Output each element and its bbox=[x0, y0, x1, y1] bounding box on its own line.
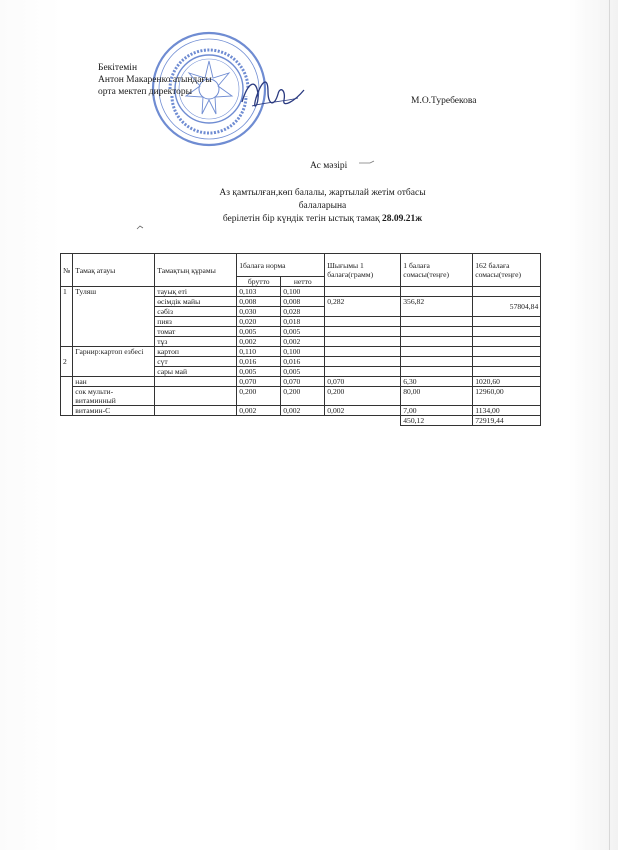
ingredient-name: сүт bbox=[155, 357, 237, 367]
ingredient-name: пияз bbox=[155, 317, 237, 327]
header-cost-one: 1 балаға сомасы(теңге) bbox=[401, 254, 473, 287]
table-row bbox=[61, 387, 541, 406]
brutto-value: 0,002 bbox=[237, 337, 281, 347]
header-netto: нетто bbox=[281, 277, 325, 287]
yield-value: 0,070 bbox=[325, 377, 401, 387]
empty-cell bbox=[473, 347, 541, 357]
empty-cell bbox=[473, 317, 541, 327]
header-cost-all: 162 балаға сомасы(теңге) bbox=[473, 254, 541, 287]
table-header-row bbox=[61, 254, 541, 277]
empty-cell bbox=[155, 387, 237, 406]
netto-value: 0,018 bbox=[281, 317, 325, 327]
brutto-value: 0,110 bbox=[237, 347, 281, 357]
pen-mark bbox=[358, 160, 376, 166]
empty-cell bbox=[473, 367, 541, 377]
empty-cell bbox=[401, 347, 473, 357]
brutto-value: 0,200 bbox=[237, 387, 281, 406]
brutto-value: 0,005 bbox=[237, 327, 281, 337]
brutto-value: 0,016 bbox=[237, 357, 281, 367]
header-yield: Шығымы 1 балаға(грамм) bbox=[325, 254, 401, 287]
table-row bbox=[61, 377, 541, 387]
cost-all-value: 12960,00 bbox=[473, 387, 541, 406]
page-title: Ас мәзірі bbox=[310, 161, 348, 171]
extra-item-name: витамин-С bbox=[73, 406, 155, 416]
empty-cell bbox=[325, 337, 401, 347]
ingredient-name: сары май bbox=[155, 367, 237, 377]
netto-value: 0,016 bbox=[281, 357, 325, 367]
header-no: № bbox=[61, 254, 73, 287]
dish-cost-one: 356,82 bbox=[401, 297, 473, 317]
netto-value: 0,005 bbox=[281, 327, 325, 337]
dish-number: 2 bbox=[61, 347, 73, 377]
director-signature bbox=[238, 72, 308, 118]
subtitle-text: берілетін бір күндік тегін ыстық тамақ bbox=[222, 214, 383, 224]
empty-cell bbox=[61, 377, 73, 416]
menu-table bbox=[60, 253, 541, 426]
empty-cell bbox=[155, 406, 237, 416]
netto-value: 0,100 bbox=[281, 287, 325, 297]
header-dish: Тамақ атауы bbox=[73, 254, 155, 287]
total-cost-all: 72919,44 bbox=[473, 416, 541, 426]
header-norm: 1балаға норма bbox=[237, 254, 325, 277]
approval-block bbox=[98, 62, 212, 98]
netto-value: 0,005 bbox=[281, 367, 325, 377]
empty-cell bbox=[473, 337, 541, 347]
netto-value: 0,008 bbox=[281, 297, 325, 307]
yield-value: 0,200 bbox=[325, 387, 401, 406]
empty-cell bbox=[473, 327, 541, 337]
brutto-value: 0,070 bbox=[237, 377, 281, 387]
approval-line: орта мектеп директоры bbox=[98, 87, 193, 97]
cost-one-value: 80,00 bbox=[401, 387, 473, 406]
empty-cell bbox=[61, 416, 401, 426]
extra-item-name: сок мульти-витаминный bbox=[73, 387, 155, 406]
empty-cell bbox=[401, 357, 473, 367]
totals-row bbox=[61, 416, 541, 426]
empty-cell bbox=[401, 317, 473, 327]
yield-value: 0,002 bbox=[325, 406, 401, 416]
ingredient-name: тұз bbox=[155, 337, 237, 347]
director-name: М.О.Туребекова bbox=[411, 96, 477, 106]
cost-all-value: 1020,60 bbox=[473, 377, 541, 387]
subtitle-line-2 bbox=[195, 213, 450, 226]
approval-line: Бекітемін bbox=[98, 63, 138, 73]
ingredient-name: томат bbox=[155, 327, 237, 337]
dish-yield: 0,282 bbox=[325, 297, 401, 317]
menu-date: 28.09.21ж bbox=[382, 214, 423, 224]
empty-cell bbox=[401, 327, 473, 337]
empty-cell bbox=[325, 317, 401, 327]
empty-cell bbox=[473, 357, 541, 367]
approval-line: Антон Макаренко атындағы bbox=[98, 75, 212, 85]
empty-cell bbox=[325, 367, 401, 377]
ingredient-name: сәбіз bbox=[155, 307, 237, 317]
table-row bbox=[61, 406, 541, 416]
cost-all-value: 1134,00 bbox=[473, 406, 541, 416]
ingredient-name: өсімдік майы bbox=[155, 297, 237, 307]
table-row bbox=[61, 287, 541, 297]
empty-cell bbox=[325, 327, 401, 337]
brutto-value: 0,008 bbox=[237, 297, 281, 307]
total-cost-one: 450,12 bbox=[401, 416, 473, 426]
dish-number: 1 bbox=[61, 287, 73, 347]
empty-cell bbox=[155, 377, 237, 387]
brutto-value: 0,002 bbox=[237, 406, 281, 416]
ingredient-name: тауық еті bbox=[155, 287, 237, 297]
header-composition: Тамақтың құрамы bbox=[155, 254, 237, 287]
empty-cell bbox=[401, 287, 473, 297]
cost-one-value: 7,00 bbox=[401, 406, 473, 416]
extra-item-name: нан bbox=[73, 377, 155, 387]
header-brutto: брутто bbox=[237, 277, 281, 287]
empty-cell bbox=[473, 287, 541, 297]
empty-cell bbox=[401, 367, 473, 377]
netto-value: 0,002 bbox=[281, 406, 325, 416]
subtitle-line: Аз қамтылған,көп балалы, жартылай жетім отбасы балаларына bbox=[219, 188, 426, 211]
brutto-value: 0,020 bbox=[237, 317, 281, 327]
empty-cell bbox=[325, 287, 401, 297]
brutto-value: 0,103 bbox=[237, 287, 281, 297]
netto-value: 0,028 bbox=[281, 307, 325, 317]
table-row bbox=[61, 347, 541, 357]
dish-name: Туляш bbox=[73, 287, 155, 347]
netto-value: 0,100 bbox=[281, 347, 325, 357]
netto-value: 0,070 bbox=[281, 377, 325, 387]
empty-cell bbox=[325, 347, 401, 357]
netto-value: 0,002 bbox=[281, 337, 325, 347]
dish-name: Гарнир:картоп езбесі bbox=[73, 347, 155, 377]
dish-cost-all: 57804,84 bbox=[473, 297, 541, 317]
page-edge bbox=[609, 0, 610, 850]
cost-one-value: 6,30 bbox=[401, 377, 473, 387]
scan-speck bbox=[135, 223, 147, 231]
netto-value: 0,200 bbox=[281, 387, 325, 406]
ingredient-name: картоп bbox=[155, 347, 237, 357]
empty-cell bbox=[325, 357, 401, 367]
brutto-value: 0,030 bbox=[237, 307, 281, 317]
brutto-value: 0,005 bbox=[237, 367, 281, 377]
empty-cell bbox=[401, 337, 473, 347]
menu-subtitle bbox=[195, 187, 450, 226]
